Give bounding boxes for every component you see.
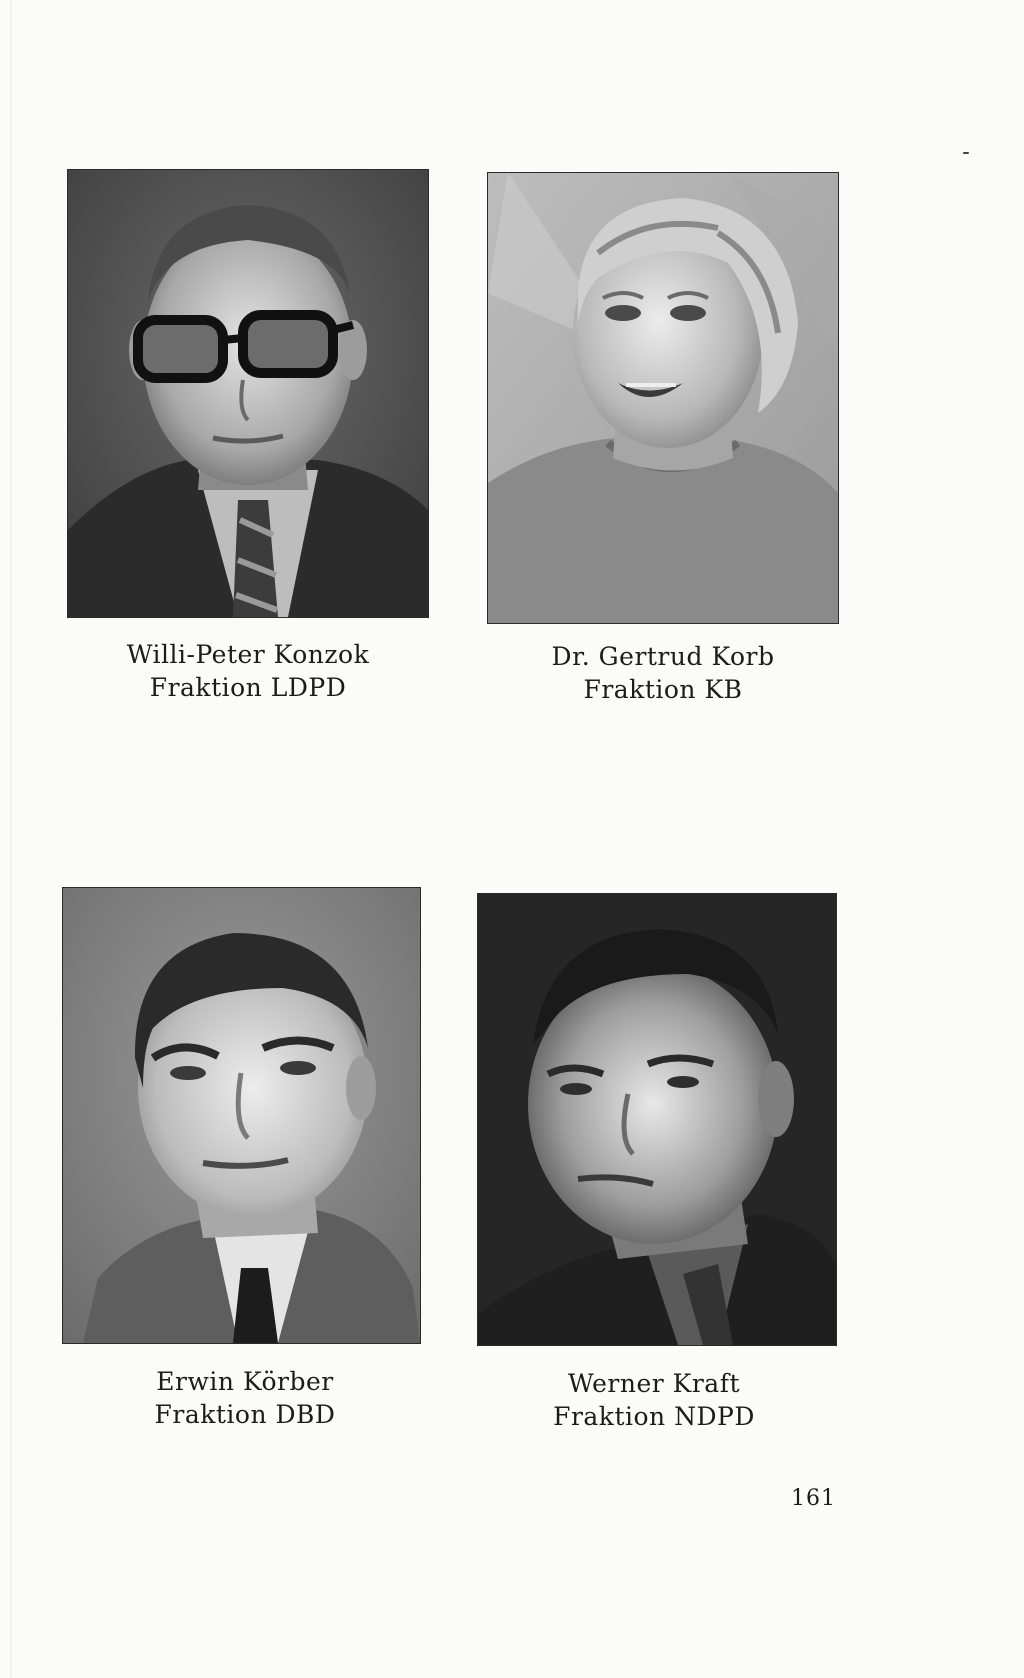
portrait-photo-4 <box>478 894 836 1345</box>
page-number: 161 <box>791 1486 836 1511</box>
member-name-3: Erwin Körber <box>156 1367 334 1396</box>
portrait-image-1 <box>68 170 428 617</box>
page-edge <box>10 0 12 1678</box>
portrait-image-2 <box>488 173 838 623</box>
caption-3 <box>105 1365 385 1431</box>
portrait-image-4 <box>478 894 836 1345</box>
member-name-4: Werner Kraft <box>567 1369 741 1398</box>
member-faction-1: Fraktion LDPD <box>149 673 347 702</box>
caption-1 <box>108 638 388 704</box>
caption-4 <box>514 1367 794 1433</box>
portrait-photo-2 <box>488 173 838 623</box>
portrait-photo-3 <box>63 888 420 1343</box>
portrait-image-3 <box>63 888 420 1343</box>
member-faction-3: Fraktion DBD <box>154 1400 336 1429</box>
member-name-1: Willi-Peter Konzok <box>126 640 370 669</box>
portrait-photo-1 <box>68 170 428 617</box>
member-faction-2: Fraktion KB <box>583 675 743 704</box>
print-speck <box>963 152 969 154</box>
caption-2 <box>523 640 803 706</box>
member-faction-4: Fraktion NDPD <box>553 1402 755 1431</box>
member-name-2: Dr. Gertrud Korb <box>551 642 775 671</box>
